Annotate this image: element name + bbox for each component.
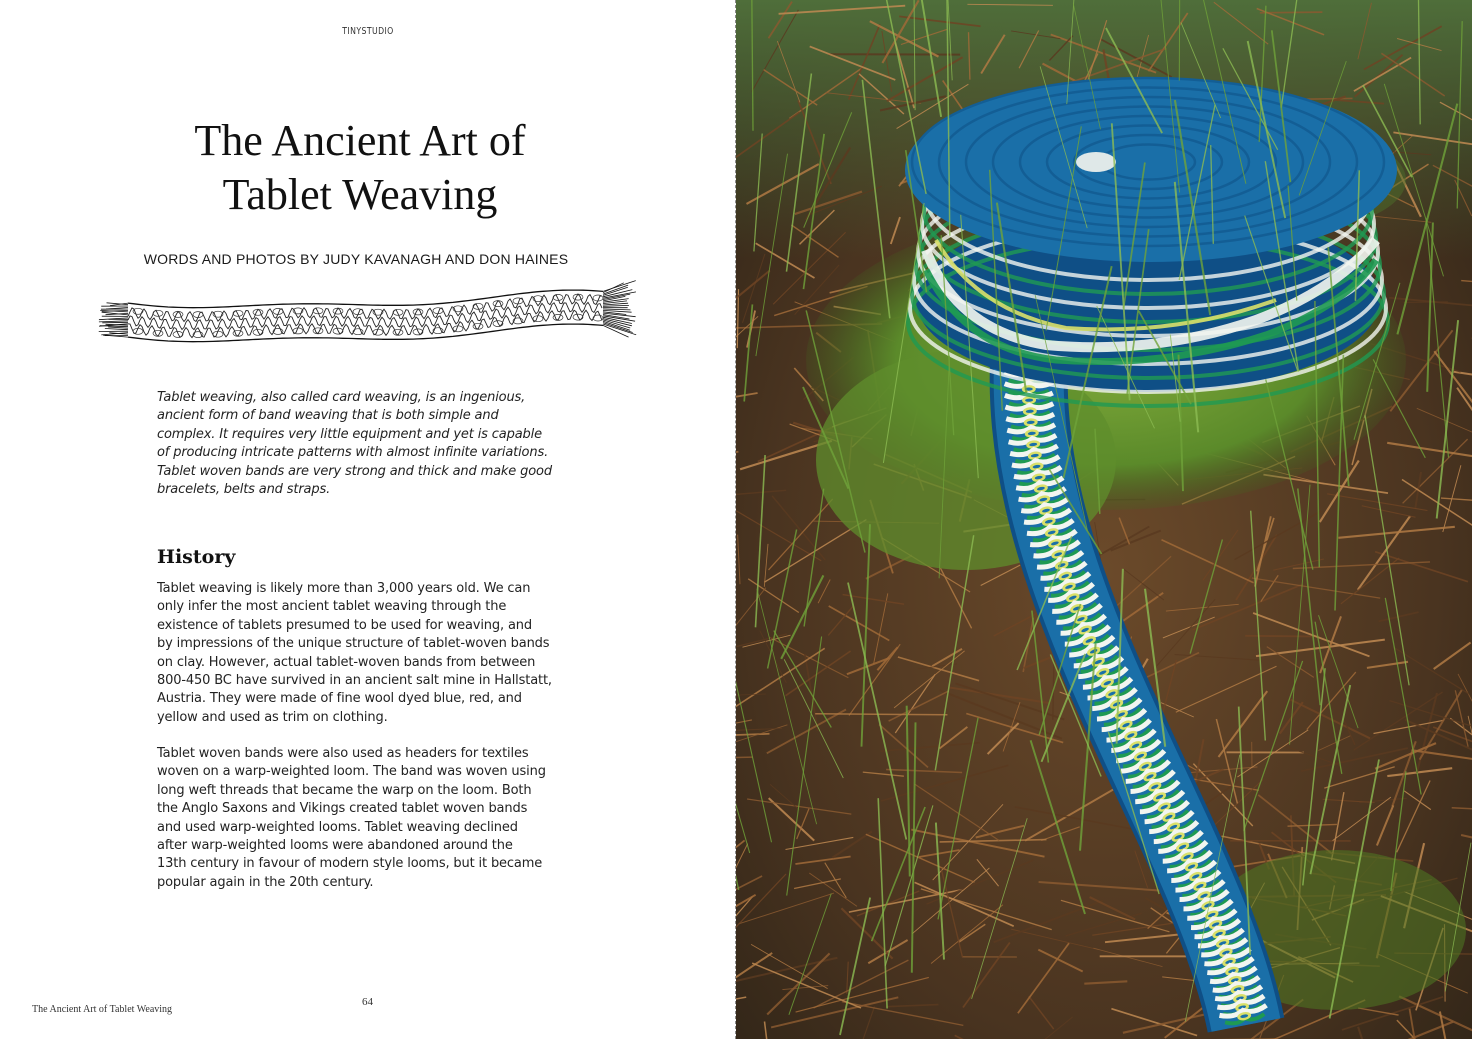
- fringe: [603, 309, 630, 310]
- text-line: on clay. However, actual tablet-woven bands from between: [157, 654, 536, 670]
- text-line: yellow and used as trim on clothing.: [157, 709, 388, 725]
- pine-needle: [1245, 636, 1318, 637]
- coiled-band-photo: [736, 0, 1472, 1039]
- text-line: the Anglo Saxons and Vikings created tablet woven bands: [157, 801, 528, 817]
- intro-paragraph: [157, 389, 587, 499]
- text-line: only infer the most ancient tablet weaving through the: [157, 599, 507, 615]
- byline: WORDS AND PHOTOS BY JUDY KAVANAGH AND DON HAINES: [143, 251, 569, 267]
- band-motif: [373, 329, 383, 335]
- woven-band-illustration: [88, 278, 648, 358]
- title-line: Tablet Weaving: [222, 170, 498, 219]
- page-number: 64: [362, 996, 373, 1008]
- fringe: [102, 322, 128, 323]
- section-heading: History: [157, 546, 236, 568]
- text-line: Tablet woven bands are very strong and thick and make good: [157, 463, 552, 479]
- text-line: 800-450 BC have survived in an ancient salt mine in Hallstatt,: [157, 673, 552, 689]
- text-line: Tablet weaving is likely more than 3,000 years old. We can: [157, 581, 531, 596]
- body-paragraph: [157, 745, 591, 892]
- text-line: ancient form of band weaving that is both simple and: [157, 408, 499, 424]
- article-title: [60, 114, 660, 222]
- fringe: [100, 326, 128, 327]
- text-line: 13th century in favour of modern style looms, but it became: [157, 856, 543, 872]
- text-line: Tablet weaving, also called card weaving, is an ingenious,: [157, 390, 526, 405]
- fringe: [603, 305, 629, 306]
- band-motif: [413, 309, 423, 315]
- text-line: by impressions of the unique structure of tablet-woven bands: [157, 636, 550, 652]
- text-line: and used warp-weighted looms. Tablet weaving declined: [157, 819, 518, 835]
- text-line: of producing intricate patterns with almost infinite variations.: [157, 445, 549, 461]
- body-paragraph: [157, 580, 591, 727]
- band-edge: [128, 324, 603, 342]
- band-motif: [533, 316, 543, 322]
- band-motif: [573, 294, 583, 300]
- fringe: [105, 329, 128, 330]
- running-head: TINYSTUDIO: [342, 26, 394, 37]
- fringe: [108, 327, 128, 328]
- text-line: existence of tablets presumed to be used for weaving, and: [157, 617, 532, 633]
- text-line: long weft threads that became the warp on the loom. Both: [157, 782, 532, 798]
- text-line: popular again in the 20th century.: [157, 874, 374, 890]
- text-line: Austria. They were made of fine wool dyed blue, red, and: [157, 691, 522, 707]
- text-line: complex. It requires very little equipment and yet is capable: [157, 426, 542, 442]
- text-line: Tablet woven bands were also used as headers for textiles: [157, 746, 529, 761]
- coil-centre: [1076, 152, 1116, 172]
- band-motif: [453, 326, 463, 332]
- text-line: bracelets, belts and straps.: [157, 482, 331, 498]
- fringe: [603, 321, 630, 330]
- pine-needle: [815, 714, 947, 715]
- text-line: after warp-weighted looms were abandoned around the: [157, 838, 513, 854]
- title-line: The Ancient Art of: [194, 116, 526, 165]
- footer-title: The Ancient Art of Tablet Weaving: [32, 1004, 173, 1015]
- right-page: [736, 0, 1472, 1039]
- fringe: [99, 321, 128, 322]
- text-line: woven on a warp-weighted loom. The band was woven using: [157, 764, 546, 780]
